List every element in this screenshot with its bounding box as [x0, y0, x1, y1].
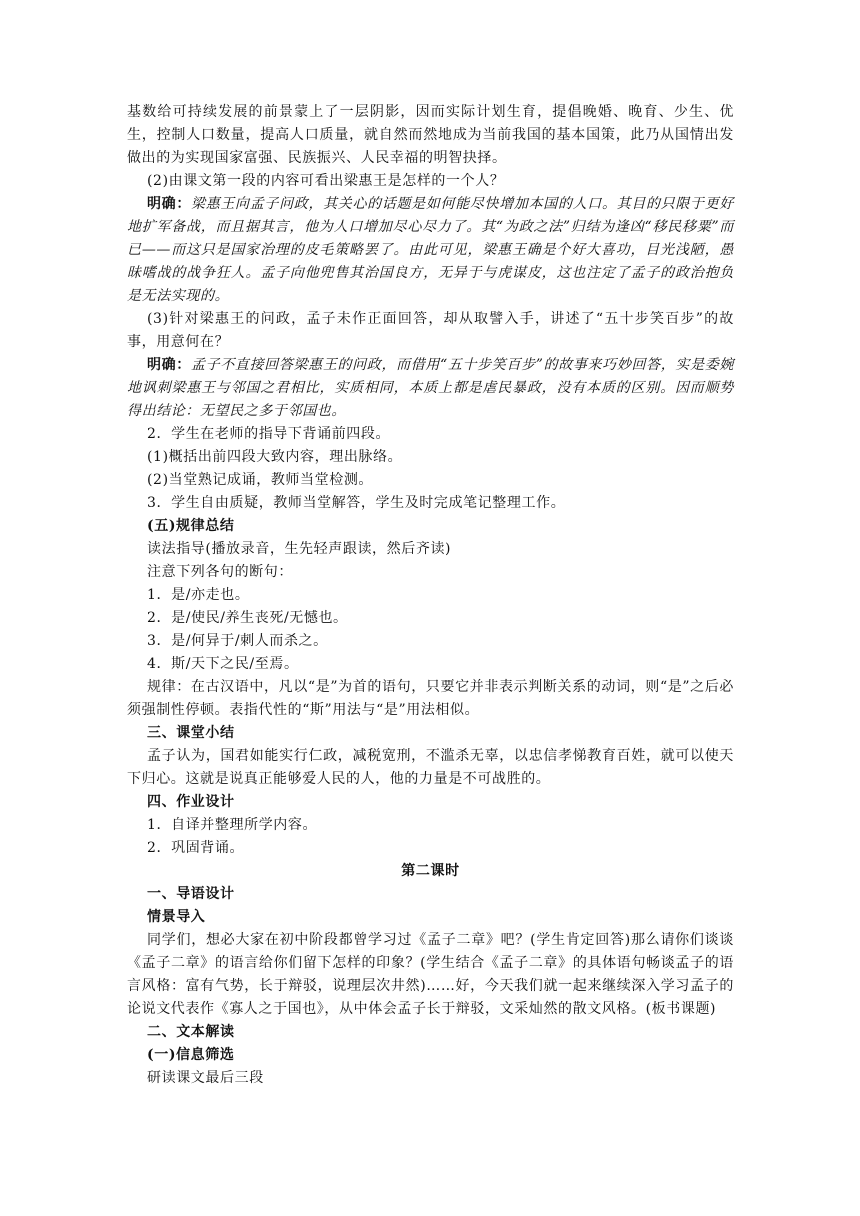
- example-2: 2．是/使民/养生丧死/无憾也。: [147, 610, 348, 626]
- subheading-info: (一)信息筛选: [147, 1047, 235, 1063]
- answer-label: 明确：: [147, 196, 192, 212]
- answer-text: 梁惠王向孟子问政，其关心的话题是如何能尽快增加本国的人口。其目的只限于更好地扩军备战，而且据其言，他为人口增加尽心尽力了。其“为政之法”归结为逢凶“移民移粟”而已——而这只是国家治理的皮毛策略罢了。由此可见，梁惠王确是个好大喜功，目光浅陋，愚昧嗜战的战争狂人。孟子向他兜售其治国良方，无异于与虎谋皮，这也注定了孟子的政治抱负是无法实现的。: [127, 196, 734, 304]
- answer-label: 明确：: [147, 357, 191, 373]
- answer-3: [127, 354, 734, 423]
- step-2: 2．学生在老师的指导下背诵前四段。: [147, 426, 391, 442]
- step-3: 3．学生自由质疑，教师当堂解答，学生及时完成笔记整理工作。: [147, 495, 566, 511]
- homework-2: 2．巩固背诵。: [147, 840, 245, 856]
- answer-2: [127, 193, 734, 308]
- paragraph-continuation: 基数给可持续发展的前景蒙上了一层阴影，因而实际计划生育，提倡晚婚、晚育、少生、优生，控制人口数量，提高人口质量，就自然而然地成为当前我国的基本国策，此乃从国情出发做出的为实现国家富强、民族振兴、人民幸福的明智抉择。: [127, 104, 734, 166]
- lesson-title: 第二课时: [401, 863, 460, 879]
- intro-paragraph: 同学们，想必大家在初中阶段都曾学习过《孟子二章》吧？(学生肯定回答)那么请你们谈谈《孟子二章》的语言给你们留下怎样的印象？(学生结合《孟子二章》的具体语句畅谈孟子的语言风格：富有气势，长于辩驳，说理层次井然)……好，今天我们就一起来继续深入学习孟子的论说文代表作《寡人之于国也》，从中体会孟子长于辩驳，文采灿然的散文风格。(板书课题): [127, 932, 734, 1017]
- reading-guide: 读法指导(播放录音，生先轻声跟读，然后齐读): [147, 541, 452, 557]
- note-sentences: 注意下列各句的断句：: [147, 564, 293, 580]
- study-last-three: 研读课文最后三段: [147, 1070, 264, 1086]
- homework-1: 1．自译并整理所学内容。: [147, 817, 318, 833]
- rule-paragraph: 规律：在古汉语中，凡以“是”为首的语句，只要它并非表示判断关系的动词，则“是”之后必须强制性停顿。表指代性的“斯”用法与“是”用法相似。: [127, 679, 734, 718]
- section-heading-text: 二、文本解读: [147, 1024, 235, 1040]
- section-heading-summary: 三、课堂小结: [147, 725, 235, 741]
- example-4: 4．斯/天下之民/至焉。: [147, 656, 299, 672]
- question-3: (3)针对梁惠王的问政，孟子未作正面回答，却从取譬入手，讲述了“五十步笑百步”的故事，用意何在？: [127, 311, 734, 350]
- section-heading-homework: 四、作业设计: [147, 794, 235, 810]
- section-heading-intro: 一、导语设计: [147, 886, 235, 902]
- section-heading-rules: (五)规律总结: [147, 518, 235, 534]
- subheading-scene: 情景导入: [147, 909, 206, 925]
- question-2: (2)由课文第一段的内容可看出梁惠王是怎样的一个人？: [147, 173, 505, 189]
- answer-text: 孟子不直接回答梁惠王的问政，而借用“五十步笑百步”的故事来巧妙回答，实是委婉地讽刺梁惠王与邻国之君相比，实质相同，本质上都是虐民暴政，没有本质的区别。因而顺势得出结论：无望民之多于邻国也。: [127, 357, 734, 419]
- step-2-1: (1)概括出前四段大致内容，理出脉络。: [147, 449, 403, 465]
- summary-paragraph: 孟子认为，国君如能实行仁政，减税宽刑，不滥杀无辜，以忠信孝悌教育百姓，就可以使天下归心。这就是说真正能够爱人民的人，他的力量是不可战胜的。: [127, 748, 734, 787]
- document-body: [127, 101, 734, 1090]
- example-1: 1．是/亦走也。: [147, 587, 250, 603]
- step-2-2: (2)当堂熟记成诵，教师当堂检测。: [147, 472, 374, 488]
- example-3: 3．是/何异于/刺人而杀之。: [147, 633, 328, 649]
